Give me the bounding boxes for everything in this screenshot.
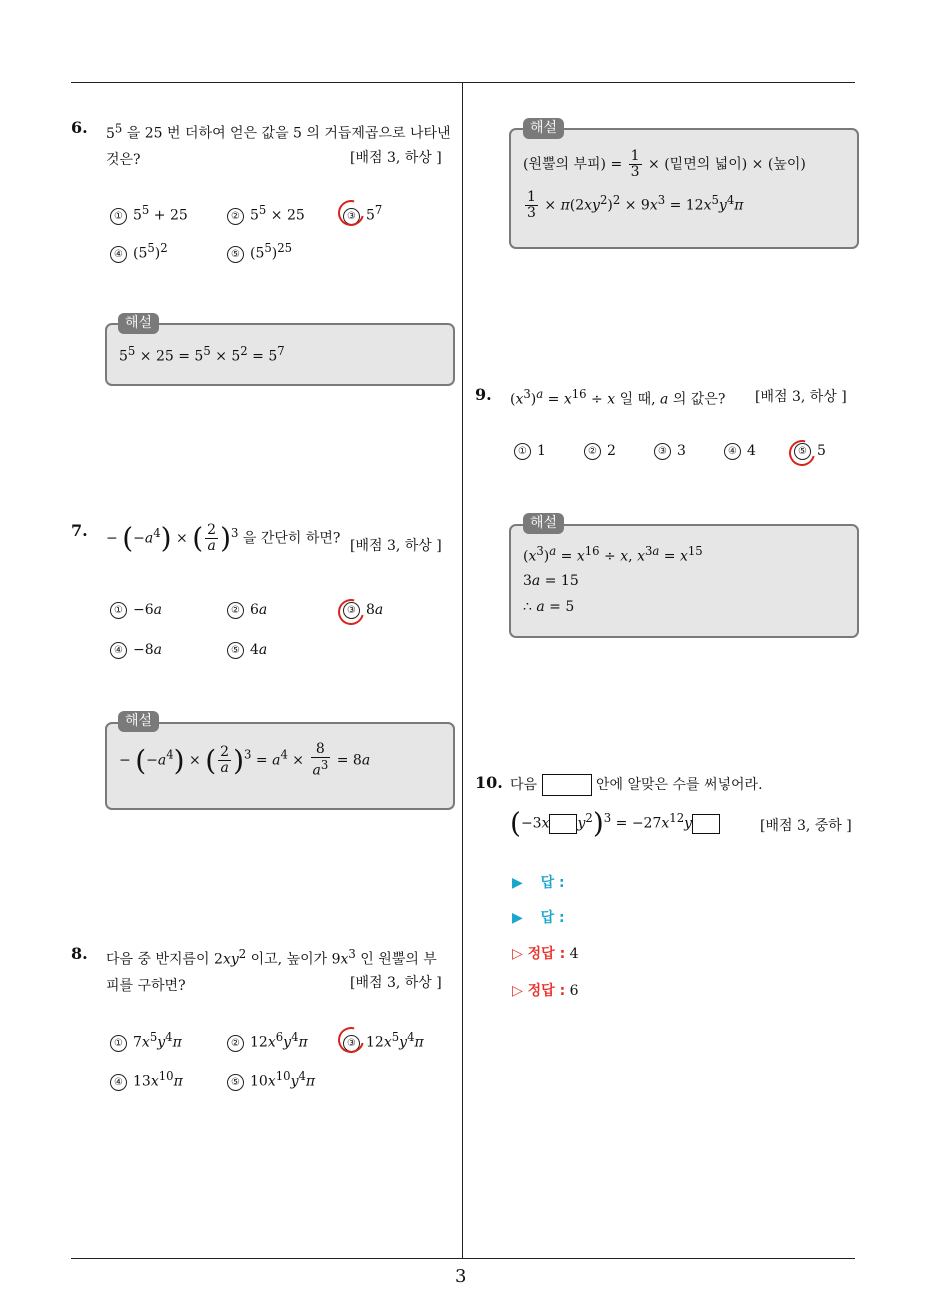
q10-answer-row-1[interactable]: ▶ 답 : bbox=[512, 875, 565, 891]
q9-solution-line-1: $(x^3)^a = x^{16} \div x$, $x^{3a} = x^{15}$ bbox=[523, 544, 703, 565]
q8-choice-1[interactable]: ① $7x^5y^4\pi$ bbox=[110, 1030, 182, 1052]
q8-solution-tag: 해설 bbox=[523, 118, 564, 139]
q6-answer-mark bbox=[333, 195, 369, 231]
q7-choice-4[interactable]: ④ −8a bbox=[110, 642, 162, 659]
q9-choice-1[interactable]: ① 1 bbox=[514, 443, 546, 460]
page-number: 3 bbox=[455, 1266, 467, 1287]
q9-number: 9. bbox=[475, 385, 492, 404]
q10-expression: (−3x $y^2)^3 = -27x^{12}y$ bbox=[510, 805, 720, 837]
q8-solution-box bbox=[509, 128, 859, 249]
q7-expression: − $(-a^4)$ × ( $\frac{2}{a}$ )$^3$ 을 간단히 하면? bbox=[106, 521, 341, 555]
q7-choice-3[interactable]: ③ 8a bbox=[343, 602, 383, 619]
q7-solution-tag: 해설 bbox=[118, 711, 159, 732]
q6-choice-5[interactable]: ⑤ $(5^5)^{25}$ bbox=[227, 241, 292, 263]
q9-choice-3[interactable]: ③ 3 bbox=[654, 443, 686, 460]
q7-choice-1[interactable]: ① −6a bbox=[110, 602, 162, 619]
q9-answer-mark bbox=[784, 435, 820, 471]
q6-solution-line: $5^5 \times 25 = 5^5 \times 5^2 = 5^7$ bbox=[119, 344, 285, 365]
q9-solution-tag: 해설 bbox=[523, 513, 564, 534]
q8-number: 8. bbox=[71, 944, 88, 963]
q6-meta: [배점 3, 하상 ] bbox=[350, 150, 442, 166]
q7-solution-line: − $(-a^4)$ × ( $\frac{2}{a}$ )$^3 = a^4$ × $\frac{8}{a^3}$ = 8a bbox=[119, 741, 371, 779]
top-rule bbox=[71, 82, 855, 83]
q10-blank-2[interactable] bbox=[692, 814, 720, 834]
q9-solution-line-2: 3a = 15 bbox=[523, 573, 579, 589]
q9-text: $(x^3)^a = x^{16} \div x$ 일 때, a 의 값은? bbox=[510, 387, 726, 408]
q7-choice-2[interactable]: ② 6a bbox=[227, 602, 267, 619]
q10-blank-1[interactable] bbox=[549, 814, 577, 834]
q6-choice-2[interactable]: ② $5^5 \times 25$ bbox=[227, 203, 305, 225]
q10-meta: [배점 3, 중하 ] bbox=[760, 818, 852, 834]
q10-text: 다음 안에 알맞은 수를 써넣어라. bbox=[510, 772, 763, 798]
q10-correct-row-1: ▷ 정답 : 4 bbox=[512, 946, 579, 962]
q6-text: $5^5$ 을 25 번 더하여 얻은 값을 5 의 거듭제곱으로 나타낸 것은? bbox=[106, 121, 451, 168]
q8-choice-5[interactable]: ⑤ $10x^{10}y^4\pi$ bbox=[227, 1069, 315, 1091]
q8-solution-line-1: (원뿔의 부피) = $\frac{1}{3}$ × (밑면의 넓이) × (높이) bbox=[523, 148, 806, 180]
q9-choice-5[interactable]: ⑤ 5 bbox=[794, 443, 826, 460]
q10-correct-row-2: ▷ 정답 : 6 bbox=[512, 983, 579, 999]
q7-choice-5[interactable]: ⑤ 4a bbox=[227, 642, 267, 659]
q6-choice-3[interactable]: ③ $5^7$ bbox=[343, 203, 382, 225]
column-divider bbox=[462, 82, 463, 1259]
q6-choice-4[interactable]: ④ $(5^5)^2$ bbox=[110, 241, 168, 263]
q9-choice-2[interactable]: ② 2 bbox=[584, 443, 616, 460]
q10-number: 10. bbox=[475, 773, 503, 792]
q8-answer-mark bbox=[333, 1022, 369, 1058]
q8-choice-3[interactable]: ③ $12x^5y^4\pi$ bbox=[343, 1030, 424, 1052]
q6-number: 6. bbox=[71, 118, 88, 137]
q7-answer-mark bbox=[333, 594, 369, 630]
q8-text: 다음 중 반지름이 $2xy^2$ 이고, 높이가 $9x^3$ 인 원뿔의 부 피를 구하면? bbox=[106, 947, 437, 994]
q6-choice-1[interactable]: ① $5^5 + 25$ bbox=[110, 203, 188, 225]
bottom-rule bbox=[71, 1258, 855, 1259]
q8-choice-2[interactable]: ② $12x^6y^4\pi$ bbox=[227, 1030, 308, 1052]
q9-solution-line-3: ∴ a = 5 bbox=[523, 599, 575, 615]
q6-solution-tag: 해설 bbox=[118, 313, 159, 334]
q8-meta: [배점 3, 하상 ] bbox=[350, 975, 442, 991]
q9-meta: [배점 3, 하상 ] bbox=[755, 389, 847, 405]
q8-solution-line-2: $\frac{1}{3}$ × $\pi(2xy^2)^2 \times 9x^3 = 12x^5y^4\pi$ bbox=[527, 189, 744, 221]
q8-choice-4[interactable]: ④ $13x^{10}\pi$ bbox=[110, 1069, 183, 1091]
q10-blank-example bbox=[542, 774, 592, 796]
q7-number: 7. bbox=[71, 521, 88, 540]
q7-meta: [배점 3, 하상 ] bbox=[350, 538, 442, 554]
q9-choice-4[interactable]: ④ 4 bbox=[724, 443, 756, 460]
q10-answer-row-2[interactable]: ▶ 답 : bbox=[512, 910, 565, 926]
